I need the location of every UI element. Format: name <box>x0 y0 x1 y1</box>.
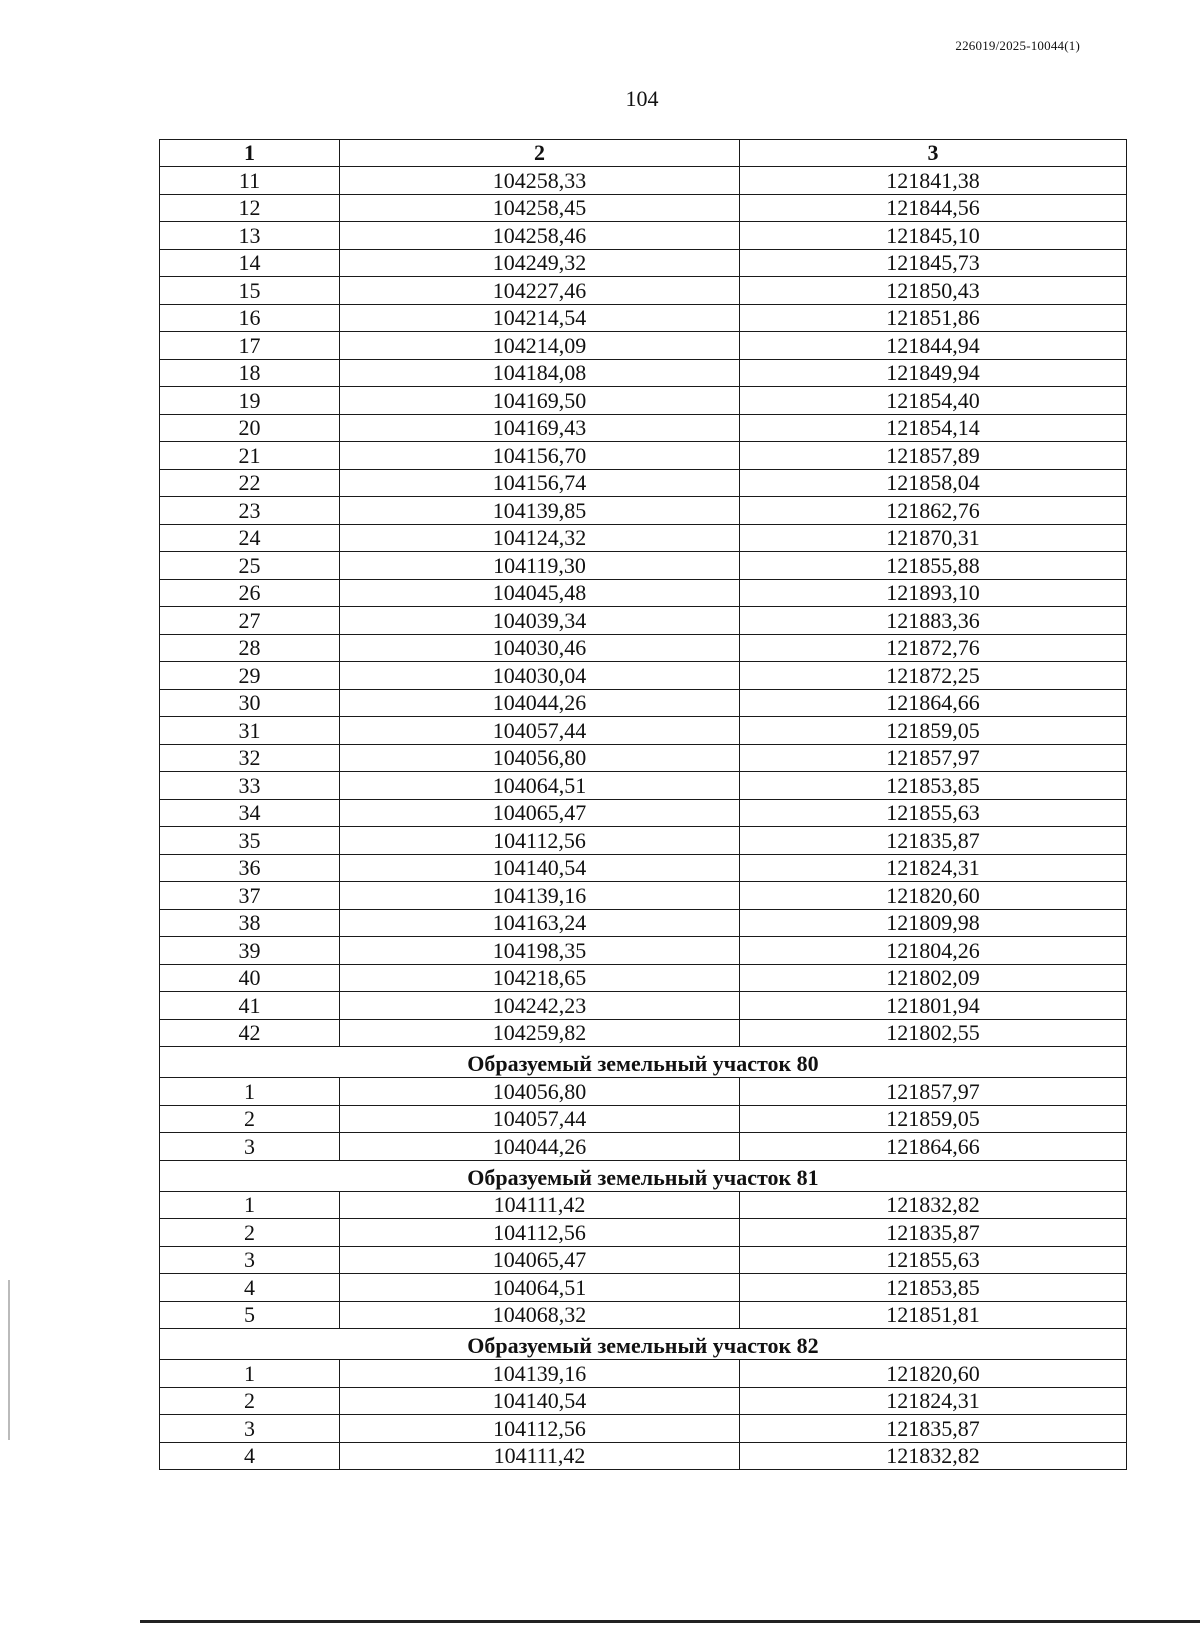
x-coordinate-cell: 104045,48 <box>340 579 740 607</box>
x-coordinate-cell: 104112,56 <box>340 1219 740 1247</box>
table-row <box>160 579 1127 607</box>
table-row <box>160 1133 1127 1161</box>
table-row <box>160 304 1127 332</box>
point-number-cell: 13 <box>160 222 340 250</box>
table-row <box>160 552 1127 580</box>
y-coordinate-cell: 121853,85 <box>740 772 1127 800</box>
point-number-cell: 37 <box>160 882 340 910</box>
point-number-cell: 4 <box>160 1442 340 1470</box>
x-coordinate-cell: 104214,54 <box>340 304 740 332</box>
y-coordinate-cell: 121851,81 <box>740 1301 1127 1329</box>
x-coordinate-cell: 104249,32 <box>340 249 740 277</box>
point-number-cell: 3 <box>160 1133 340 1161</box>
section-title: Образуемый земельный участок 80 <box>160 1047 1127 1078</box>
table-row <box>160 772 1127 800</box>
x-coordinate-cell: 104064,51 <box>340 1274 740 1302</box>
y-coordinate-cell: 121854,40 <box>740 387 1127 415</box>
y-coordinate-cell: 121820,60 <box>740 882 1127 910</box>
point-number-cell: 28 <box>160 634 340 662</box>
table-row <box>160 222 1127 250</box>
x-coordinate-cell: 104156,70 <box>340 442 740 470</box>
point-number-cell: 11 <box>160 167 340 195</box>
y-coordinate-cell: 121844,56 <box>740 194 1127 222</box>
y-coordinate-cell: 121835,87 <box>740 1415 1127 1443</box>
point-number-cell: 1 <box>160 1078 340 1106</box>
point-number-cell: 23 <box>160 497 340 525</box>
table-row <box>160 689 1127 717</box>
y-coordinate-cell: 121872,25 <box>740 662 1127 690</box>
y-coordinate-cell: 121864,66 <box>740 1133 1127 1161</box>
table-row <box>160 194 1127 222</box>
x-coordinate-cell: 104258,46 <box>340 222 740 250</box>
point-number-cell: 31 <box>160 717 340 745</box>
table-row <box>160 469 1127 497</box>
table-row <box>160 359 1127 387</box>
table-row <box>160 442 1127 470</box>
x-coordinate-cell: 104039,34 <box>340 607 740 635</box>
x-coordinate-cell: 104057,44 <box>340 1105 740 1133</box>
y-coordinate-cell: 121824,31 <box>740 1387 1127 1415</box>
column-header-3: 3 <box>740 140 1127 167</box>
y-coordinate-cell: 121820,60 <box>740 1360 1127 1388</box>
y-coordinate-cell: 121835,87 <box>740 1219 1127 1247</box>
table-row <box>160 634 1127 662</box>
x-coordinate-cell: 104119,30 <box>340 552 740 580</box>
point-number-cell: 1 <box>160 1360 340 1388</box>
point-number-cell: 40 <box>160 964 340 992</box>
y-coordinate-cell: 121859,05 <box>740 1105 1127 1133</box>
x-coordinate-cell: 104140,54 <box>340 854 740 882</box>
table-row <box>160 854 1127 882</box>
point-number-cell: 32 <box>160 744 340 772</box>
table-row <box>160 249 1127 277</box>
x-coordinate-cell: 104056,80 <box>340 744 740 772</box>
x-coordinate-cell: 104111,42 <box>340 1191 740 1219</box>
y-coordinate-cell: 121824,31 <box>740 854 1127 882</box>
x-coordinate-cell: 104139,85 <box>340 497 740 525</box>
point-number-cell: 18 <box>160 359 340 387</box>
table-row <box>160 1078 1127 1106</box>
y-coordinate-cell: 121855,63 <box>740 799 1127 827</box>
y-coordinate-cell: 121857,89 <box>740 442 1127 470</box>
y-coordinate-cell: 121857,97 <box>740 744 1127 772</box>
table-row <box>160 524 1127 552</box>
table-row <box>160 1360 1127 1388</box>
table-row <box>160 992 1127 1020</box>
table-body <box>160 167 1127 1470</box>
x-coordinate-cell: 104184,08 <box>340 359 740 387</box>
section-title-row <box>160 1047 1127 1078</box>
point-number-cell: 19 <box>160 387 340 415</box>
y-coordinate-cell: 121844,94 <box>740 332 1127 360</box>
point-number-cell: 42 <box>160 1019 340 1047</box>
table-row <box>160 387 1127 415</box>
y-coordinate-cell: 121832,82 <box>740 1442 1127 1470</box>
y-coordinate-cell: 121864,66 <box>740 689 1127 717</box>
y-coordinate-cell: 121857,97 <box>740 1078 1127 1106</box>
table-row <box>160 909 1127 937</box>
document-registration-number: 226019/2025-10044(1) <box>955 38 1080 53</box>
table-row <box>160 167 1127 195</box>
point-number-cell: 36 <box>160 854 340 882</box>
x-coordinate-cell: 104139,16 <box>340 1360 740 1388</box>
y-coordinate-cell: 121832,82 <box>740 1191 1127 1219</box>
point-number-cell: 2 <box>160 1219 340 1247</box>
point-number-cell: 14 <box>160 249 340 277</box>
point-number-cell: 29 <box>160 662 340 690</box>
point-number-cell: 2 <box>160 1105 340 1133</box>
y-coordinate-cell: 121801,94 <box>740 992 1127 1020</box>
table-row <box>160 1387 1127 1415</box>
point-number-cell: 33 <box>160 772 340 800</box>
x-coordinate-cell: 104065,47 <box>340 799 740 827</box>
point-number-cell: 39 <box>160 937 340 965</box>
y-coordinate-cell: 121850,43 <box>740 277 1127 305</box>
x-coordinate-cell: 104218,65 <box>340 964 740 992</box>
table-row <box>160 1442 1127 1470</box>
x-coordinate-cell: 104163,24 <box>340 909 740 937</box>
table-row <box>160 1274 1127 1302</box>
point-number-cell: 30 <box>160 689 340 717</box>
x-coordinate-cell: 104112,56 <box>340 827 740 855</box>
point-number-cell: 3 <box>160 1246 340 1274</box>
section-title-row <box>160 1160 1127 1191</box>
x-coordinate-cell: 104030,04 <box>340 662 740 690</box>
y-coordinate-cell: 121855,88 <box>740 552 1127 580</box>
table-row <box>160 332 1127 360</box>
y-coordinate-cell: 121841,38 <box>740 167 1127 195</box>
x-coordinate-cell: 104259,82 <box>340 1019 740 1047</box>
table-row <box>160 1019 1127 1047</box>
point-number-cell: 20 <box>160 414 340 442</box>
x-coordinate-cell: 104140,54 <box>340 1387 740 1415</box>
table-row <box>160 1415 1127 1443</box>
x-coordinate-cell: 104169,50 <box>340 387 740 415</box>
table-row <box>160 717 1127 745</box>
x-coordinate-cell: 104258,33 <box>340 167 740 195</box>
table-row <box>160 1105 1127 1133</box>
table-row <box>160 744 1127 772</box>
point-number-cell: 17 <box>160 332 340 360</box>
y-coordinate-cell: 121802,09 <box>740 964 1127 992</box>
y-coordinate-cell: 121804,26 <box>740 937 1127 965</box>
y-coordinate-cell: 121845,73 <box>740 249 1127 277</box>
header-row <box>160 140 1127 167</box>
point-number-cell: 12 <box>160 194 340 222</box>
table-row <box>160 964 1127 992</box>
point-number-cell: 15 <box>160 277 340 305</box>
y-coordinate-cell: 121859,05 <box>740 717 1127 745</box>
point-number-cell: 34 <box>160 799 340 827</box>
point-number-cell: 38 <box>160 909 340 937</box>
x-coordinate-cell: 104139,16 <box>340 882 740 910</box>
x-coordinate-cell: 104242,23 <box>340 992 740 1020</box>
point-number-cell: 24 <box>160 524 340 552</box>
point-number-cell: 41 <box>160 992 340 1020</box>
table-row <box>160 937 1127 965</box>
table-row <box>160 1191 1127 1219</box>
x-coordinate-cell: 104214,09 <box>340 332 740 360</box>
point-number-cell: 1 <box>160 1191 340 1219</box>
point-number-cell: 26 <box>160 579 340 607</box>
y-coordinate-cell: 121855,63 <box>740 1246 1127 1274</box>
point-number-cell: 22 <box>160 469 340 497</box>
y-coordinate-cell: 121870,31 <box>740 524 1127 552</box>
point-number-cell: 3 <box>160 1415 340 1443</box>
x-coordinate-cell: 104112,56 <box>340 1415 740 1443</box>
table-row <box>160 882 1127 910</box>
y-coordinate-cell: 121835,87 <box>740 827 1127 855</box>
point-number-cell: 27 <box>160 607 340 635</box>
x-coordinate-cell: 104156,74 <box>340 469 740 497</box>
point-number-cell: 21 <box>160 442 340 470</box>
x-coordinate-cell: 104044,26 <box>340 689 740 717</box>
column-header-1: 1 <box>160 140 340 167</box>
table-row <box>160 414 1127 442</box>
point-number-cell: 4 <box>160 1274 340 1302</box>
table-row <box>160 277 1127 305</box>
bottom-scan-line <box>140 1620 1200 1623</box>
section-title-row <box>160 1329 1127 1360</box>
x-coordinate-cell: 104227,46 <box>340 277 740 305</box>
table-row <box>160 827 1127 855</box>
table-row <box>160 662 1127 690</box>
table-row <box>160 1246 1127 1274</box>
y-coordinate-cell: 121853,85 <box>740 1274 1127 1302</box>
point-number-cell: 5 <box>160 1301 340 1329</box>
x-coordinate-cell: 104057,44 <box>340 717 740 745</box>
table-row <box>160 1219 1127 1247</box>
y-coordinate-cell: 121845,10 <box>740 222 1127 250</box>
column-header-2: 2 <box>340 140 740 167</box>
table-header <box>160 140 1127 167</box>
point-number-cell: 25 <box>160 552 340 580</box>
x-coordinate-cell: 104056,80 <box>340 1078 740 1106</box>
y-coordinate-cell: 121872,76 <box>740 634 1127 662</box>
y-coordinate-cell: 121849,94 <box>740 359 1127 387</box>
section-title: Образуемый земельный участок 81 <box>160 1160 1127 1191</box>
point-number-cell: 2 <box>160 1387 340 1415</box>
x-coordinate-cell: 104124,32 <box>340 524 740 552</box>
y-coordinate-cell: 121862,76 <box>740 497 1127 525</box>
section-title: Образуемый земельный участок 82 <box>160 1329 1127 1360</box>
y-coordinate-cell: 121858,04 <box>740 469 1127 497</box>
y-coordinate-cell: 121809,98 <box>740 909 1127 937</box>
y-coordinate-cell: 121893,10 <box>740 579 1127 607</box>
x-coordinate-cell: 104258,45 <box>340 194 740 222</box>
y-coordinate-cell: 121802,55 <box>740 1019 1127 1047</box>
x-coordinate-cell: 104198,35 <box>340 937 740 965</box>
x-coordinate-cell: 104169,43 <box>340 414 740 442</box>
table-row <box>160 799 1127 827</box>
table-row <box>160 607 1127 635</box>
point-number-cell: 16 <box>160 304 340 332</box>
x-coordinate-cell: 104065,47 <box>340 1246 740 1274</box>
page-number: 104 <box>625 86 659 111</box>
point-number-cell: 35 <box>160 827 340 855</box>
left-scan-edge <box>8 1280 10 1440</box>
table-row <box>160 497 1127 525</box>
x-coordinate-cell: 104064,51 <box>340 772 740 800</box>
coordinates-table <box>159 139 1127 1470</box>
y-coordinate-cell: 121851,86 <box>740 304 1127 332</box>
x-coordinate-cell: 104044,26 <box>340 1133 740 1161</box>
y-coordinate-cell: 121883,36 <box>740 607 1127 635</box>
table-row <box>160 1301 1127 1329</box>
x-coordinate-cell: 104068,32 <box>340 1301 740 1329</box>
x-coordinate-cell: 104030,46 <box>340 634 740 662</box>
x-coordinate-cell: 104111,42 <box>340 1442 740 1470</box>
y-coordinate-cell: 121854,14 <box>740 414 1127 442</box>
